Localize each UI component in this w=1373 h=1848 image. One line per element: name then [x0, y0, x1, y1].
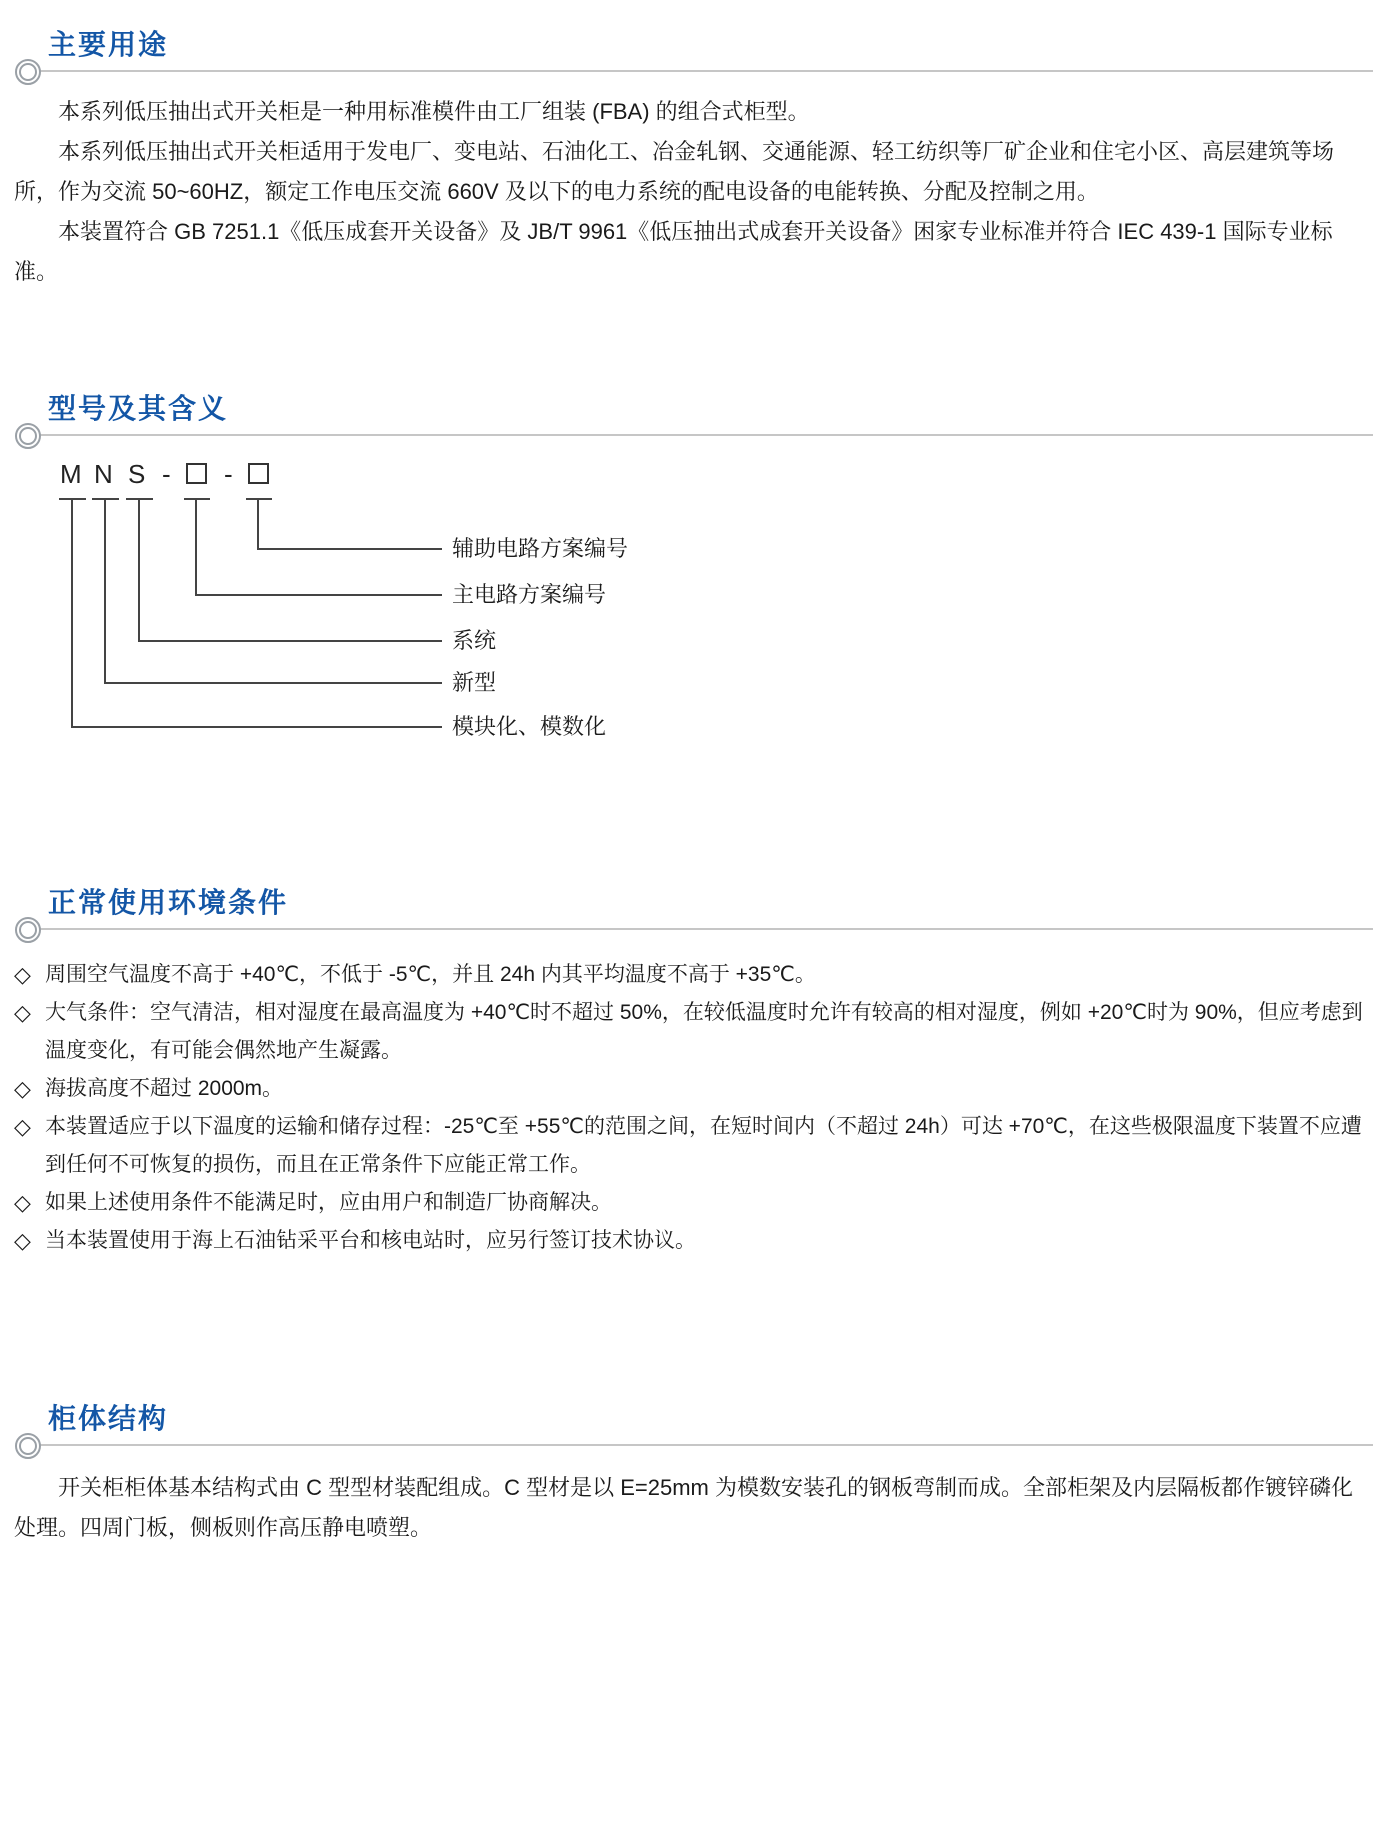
header-rule: [38, 70, 1373, 72]
section-title-model: 型号及其含义: [48, 393, 229, 424]
tick-mark: [184, 498, 210, 500]
section-title-cabinet: 柜体结构: [48, 1403, 169, 1434]
model-placeholder-box-main: [186, 463, 207, 484]
connector-line: [104, 682, 442, 684]
ring-ornament-icon: [15, 59, 41, 85]
bullet-text: 周围空气温度不高于 +40℃，不低于 -5℃，并且 24h 内其平均温度不高于 +35℃。: [45, 963, 816, 986]
model-separator: -: [224, 459, 233, 489]
tick-mark: [246, 498, 272, 500]
section-title-usage: 主要用途: [48, 29, 169, 60]
connector-line: [195, 498, 197, 596]
model-letter-m: M: [60, 459, 82, 489]
header-rule: [38, 1444, 1373, 1446]
usage-paragraph-1: 本系列低压抽出式开关柜是一种用标准模件由工厂组装 (FBA) 的组合式柜型。: [58, 99, 810, 124]
model-label-new-type: 新型: [452, 670, 497, 695]
header-rule: [38, 928, 1373, 930]
ring-ornament-icon: [15, 423, 41, 449]
connector-line: [257, 498, 259, 550]
environment-bullet-4: [14, 1108, 1366, 1184]
connector-line: [104, 498, 106, 684]
environment-bullet-1: [14, 956, 1366, 994]
environment-bullet-6: [14, 1222, 1366, 1260]
model-label-main-circuit: 主电路方案编号: [452, 582, 607, 607]
model-label-system: 系统: [452, 628, 497, 653]
diamond-bullet-icon: ◇: [14, 962, 31, 987]
environment-bullet-5: [14, 1184, 1366, 1222]
section-title-environment: 正常使用环境条件: [48, 887, 289, 918]
model-letter-s: S: [128, 459, 146, 489]
cabinet-paragraphs: [14, 1468, 1366, 1548]
model-label-aux-circuit: 辅助电路方案编号: [452, 536, 629, 561]
usage-paragraphs: [14, 92, 1366, 292]
section-header-cabinet: [0, 1402, 1373, 1462]
connector-line: [257, 548, 442, 550]
section-header-usage: [0, 28, 1373, 88]
usage-paragraph-3: 本装置符合 GB 7251.1《低压成套开关设备》及 JB/T 9961《低压抽出式成套开关设备》困家专业标准并符合 IEC 439-1 国际专业标准。: [14, 219, 1333, 284]
header-rule: [38, 434, 1373, 436]
connector-line: [71, 498, 73, 728]
section-header-model: [0, 392, 1373, 452]
model-placeholder-box-aux: [248, 463, 269, 484]
environment-bullet-list: [14, 956, 1366, 1260]
model-designation-diagram: [0, 458, 780, 763]
connector-line: [138, 640, 442, 642]
bullet-text: 本装置适应于以下温度的运输和储存过程：-25℃至 +55℃的范围之间，在短时间内（不超过 24h）可达 +70℃，在这些极限温度下装置不应遭到任何不可恢复的损伤，而且在正常条件下应能正常工作。: [45, 1115, 1362, 1176]
ring-ornament-icon: [15, 917, 41, 943]
environment-bullet-2: [14, 994, 1366, 1070]
diamond-bullet-icon: ◇: [14, 1076, 31, 1101]
model-letter-n: N: [94, 459, 113, 489]
usage-paragraph-2: 本系列低压抽出式开关柜适用于发电厂、变电站、石油化工、冶金轧钢、交通能源、轻工纺织等厂矿企业和住宅小区、高层建筑等场所，作为交流 50~60HZ，额定工作电压交流 660V 及以下的电力系统的配电设备的电能转换、分配及控制之用。: [14, 139, 1335, 204]
section-header-environment: [0, 886, 1373, 946]
diamond-bullet-icon: ◇: [14, 1228, 31, 1253]
bullet-text: 海拔高度不超过 2000m。: [45, 1077, 284, 1100]
bullet-text: 如果上述使用条件不能满足时，应由用户和制造厂协商解决。: [45, 1191, 612, 1214]
connector-line: [138, 498, 140, 642]
diamond-bullet-icon: ◇: [14, 1000, 31, 1025]
diamond-bullet-icon: ◇: [14, 1190, 31, 1215]
diamond-bullet-icon: ◇: [14, 1114, 31, 1139]
model-label-modular: 模块化、模数化: [452, 714, 607, 739]
ring-ornament-icon: [15, 1433, 41, 1459]
connector-line: [71, 726, 442, 728]
cabinet-paragraph-1: 开关柜柜体基本结构式由 C 型型材装配组成。C 型材是以 E=25mm 为模数安装孔的钢板弯制而成。全部柜架及内层隔板都作镀锌磷化处理。四周门板，侧板则作高压静电喷塑。: [14, 1475, 1353, 1540]
environment-bullet-3: [14, 1070, 1366, 1108]
model-separator: -: [162, 459, 171, 489]
connector-line: [195, 594, 442, 596]
bullet-text: 当本装置使用于海上石油钻采平台和核电站时，应另行签订技术协议。: [45, 1229, 696, 1252]
bullet-text: 大气条件：空气清洁，相对湿度在最高温度为 +40℃时不超过 50%，在较低温度时允许有较高的相对湿度，例如 +20℃时为 90%，但应考虑到温度变化，有可能会偶然地产生凝露。: [45, 1001, 1363, 1062]
